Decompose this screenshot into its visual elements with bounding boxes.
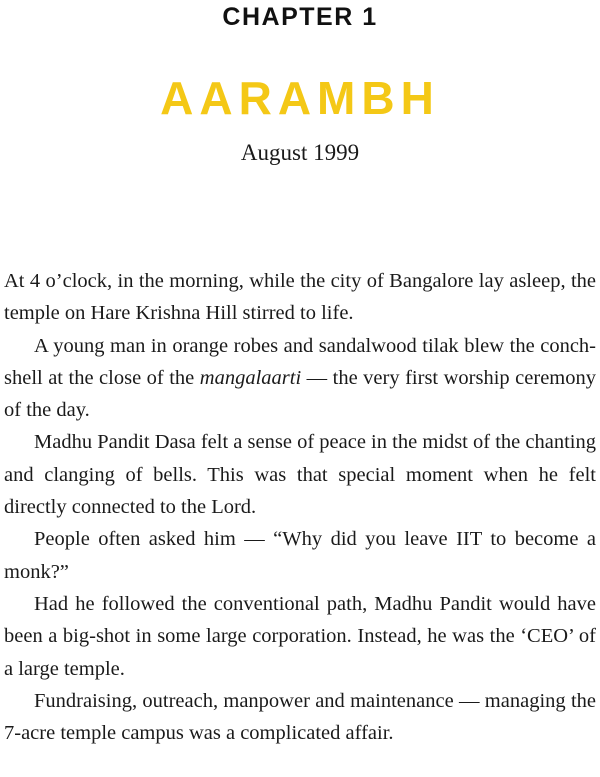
chapter-label: CHAPTER 1 (222, 3, 378, 31)
paragraph-5: Had he followed the conventional path, Madhu Pandit would have been a big-shot in some large corporation. Instead, he was the ‘CEO’ of a large temple. (4, 592, 596, 680)
body-text (4, 265, 596, 749)
paragraph-1: At 4 o’clock, in the morning, while the city of Bangalore lay asleep, the temple on Hare Krishna Hill stirred to life. (4, 270, 596, 325)
chapter-title: AARAMBH (160, 72, 440, 124)
chapter-date: August 1999 (240, 140, 360, 165)
paragraph-4: People often asked him — “Why did you leave IIT to become a monk?” (4, 528, 596, 583)
paragraph-3: Madhu Pandit Dasa felt a sense of peace in the midst of the chanting and clanging of bells. This was that special moment when he felt directly connected to the Lord. (4, 431, 596, 519)
mangalaarti-term: mangalaarti (199, 366, 302, 389)
paragraph-2-start: A young man in orange robes and sandalwood tilak blew the conch-shell at the close of the (4, 334, 596, 389)
paragraph-2-end: — the very first worship ceremony of the day. (4, 366, 596, 422)
paragraph-6: Fundraising, outreach, manpower and maintenance — managing the 7-acre temple campus was a complicated affair. (4, 689, 596, 745)
paragraph-2 (4, 330, 596, 427)
